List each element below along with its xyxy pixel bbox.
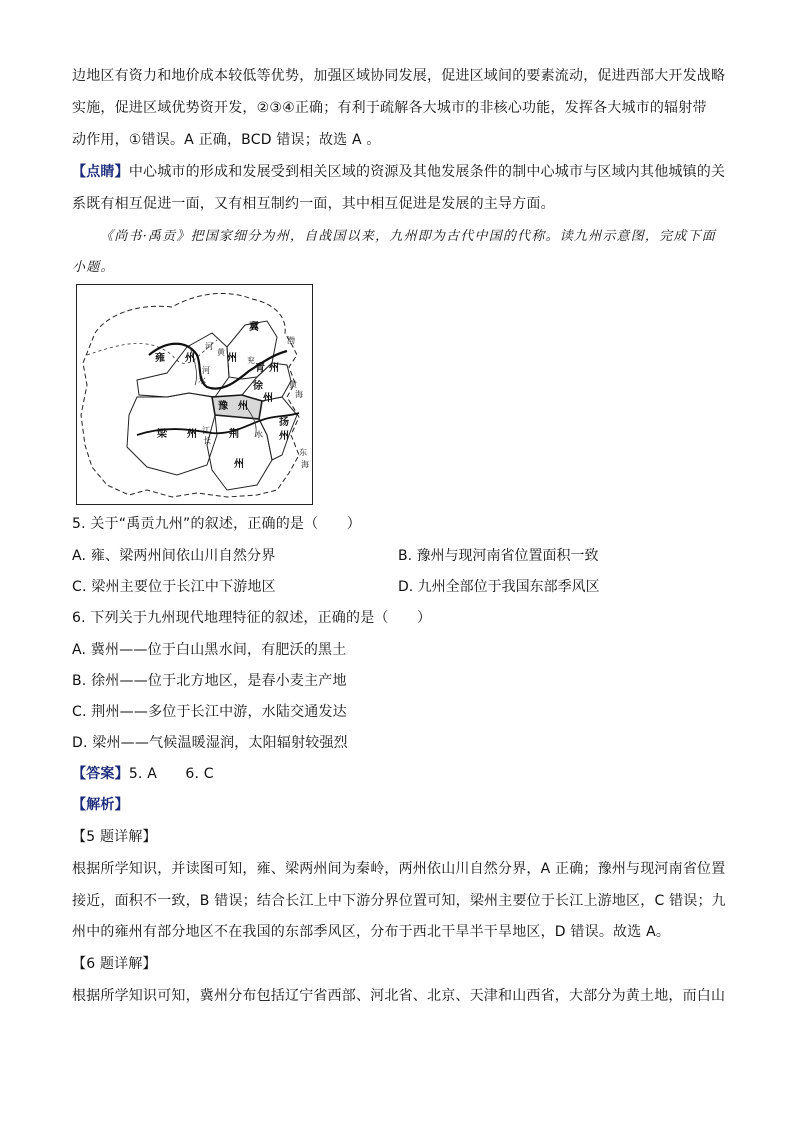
q6-option-b: B. 徐州——位于北方地区，是春小麦主产地 <box>72 673 347 689</box>
label-shui: 水 <box>198 376 206 385</box>
d6-heading: 【6 题详解】 <box>72 956 157 972</box>
d5-line: 州中的雍州有部分地区不在我国的东部季风区，分布于西北干旱半干旱地区，D 错误。故选 A。 <box>72 924 671 940</box>
q6-option-d: D. 梁州——气候温暖湿润，太阳辐射较强烈 <box>72 735 348 751</box>
label-yu-zhou: 州 <box>238 401 248 412</box>
label-dong: 东 <box>299 448 307 457</box>
answer-line <box>72 764 214 784</box>
paragraph-line: 动作用，①错误。A 正确，BCD 错误；故选 A 。 <box>72 132 381 148</box>
dianjing-line <box>72 162 725 182</box>
q5-option-c: C. 梁州主要位于长江中下游地区 <box>72 579 276 595</box>
analysis-heading <box>72 795 129 815</box>
q5-option-b: B. 豫州与现河南省位置面积一致 <box>398 548 599 564</box>
d5-heading: 【5 题详解】 <box>72 829 157 845</box>
label-yong-zhou: 州 <box>185 353 195 364</box>
label-yang-zhou: 州 <box>279 431 289 442</box>
label-hai: 海 <box>295 390 303 399</box>
q5-stem: 5. 关于“禹贡九州”的叙述，正确的是（ ） <box>72 516 361 532</box>
dianjing-line: 系既有相互促进一面，又有相互制约一面，其中相互促进是发展的主导方面。 <box>72 196 555 212</box>
map-drawing <box>77 285 312 504</box>
q5-option-d: D. 九州全部位于我国东部季风区 <box>398 579 600 595</box>
dianjing-tag: 【点睛】 <box>72 164 129 180</box>
label-liang-zhou: 州 <box>187 429 197 440</box>
label-ji-zhou: 州 <box>227 353 237 364</box>
label-xu-zhou: 州 <box>263 393 273 404</box>
label-yang: 扬 <box>279 417 289 428</box>
intro-line: 《尚书·禹贡》把国家细分为州，自战国以来，九州即为古代中国的代称。读九州示意图，完成下面 <box>100 229 716 244</box>
label-huanghai: 黄 <box>289 380 297 389</box>
d5-line: 根据所学知识，并读图可知，雍、梁两州间为秦岭，两州依山川自然分界，A 正确；豫州与现河南省位置 <box>72 861 726 877</box>
label-he2: 河 <box>202 366 210 375</box>
label-qing: 青 <box>255 363 265 374</box>
d5-line: 接近，面积不一致，B 错误；结合长江上中下游分界位置可知，梁州主要位于长江上游地区，C 错误；九 <box>72 893 726 909</box>
label-he: 河 <box>205 342 213 351</box>
q6-stem: 6. 下列关于九州现代地理特征的叙述，正确的是（ ） <box>72 610 432 626</box>
label-ji: 冀 <box>249 322 259 333</box>
label-qing-zhou: 州 <box>269 363 279 374</box>
q5-option-a: A. 雍、梁两州间依山川自然分界 <box>72 548 276 564</box>
label-yu: 豫 <box>218 401 228 412</box>
intro-line: 小题。 <box>72 260 115 275</box>
d6-line: 根据所学知识可知，冀州分布包括辽宁省西部、河北省、北京、天津和山西省，大部分为黄土地，而白山 <box>72 988 726 1004</box>
label-yong: 雍 <box>155 353 165 364</box>
label-bohai: 渤 <box>287 336 295 345</box>
label-hai2: 海 <box>301 460 309 469</box>
analysis-tag: 【解析】 <box>72 797 129 813</box>
label-jiang: 江 <box>202 426 210 435</box>
label-liang: 梁 <box>157 429 167 440</box>
dianjing-text: 中心城市的形成和发展受到相关区域的资源及其他发展条件的制中心城市与区域内其他城镇的关 <box>128 164 726 180</box>
label-shui2: 水 <box>255 430 263 439</box>
label-jing: 荆 <box>229 429 239 440</box>
answer-text: 5. A 6. C <box>128 766 214 782</box>
paragraph-line: 实施，促进区域优势资开发，②③④正确；有利于疏解各大城市的非核心功能，发挥各大城市的辐射带 <box>72 100 707 116</box>
label-jing-zhou: 州 <box>234 459 244 470</box>
q6-option-c: C. 荆州——多位于长江中游，水陆交通发达 <box>72 704 347 720</box>
label-yan: 兖 <box>247 356 255 365</box>
label-chang: 长 <box>203 436 211 445</box>
label-huang: 黄 <box>217 348 225 357</box>
paragraph-line: 边地区有资力和地价成本较低等优势，加强区域协同发展，促进区域间的要素流动，促进西部大开发战略 <box>72 68 726 84</box>
nine-provinces-map <box>76 284 313 505</box>
label-xu: 徐 <box>253 381 263 392</box>
q6-option-a: A. 冀州——位于白山黑水间，有肥沃的黑土 <box>72 642 347 658</box>
answer-tag: 【答案】 <box>72 766 129 782</box>
